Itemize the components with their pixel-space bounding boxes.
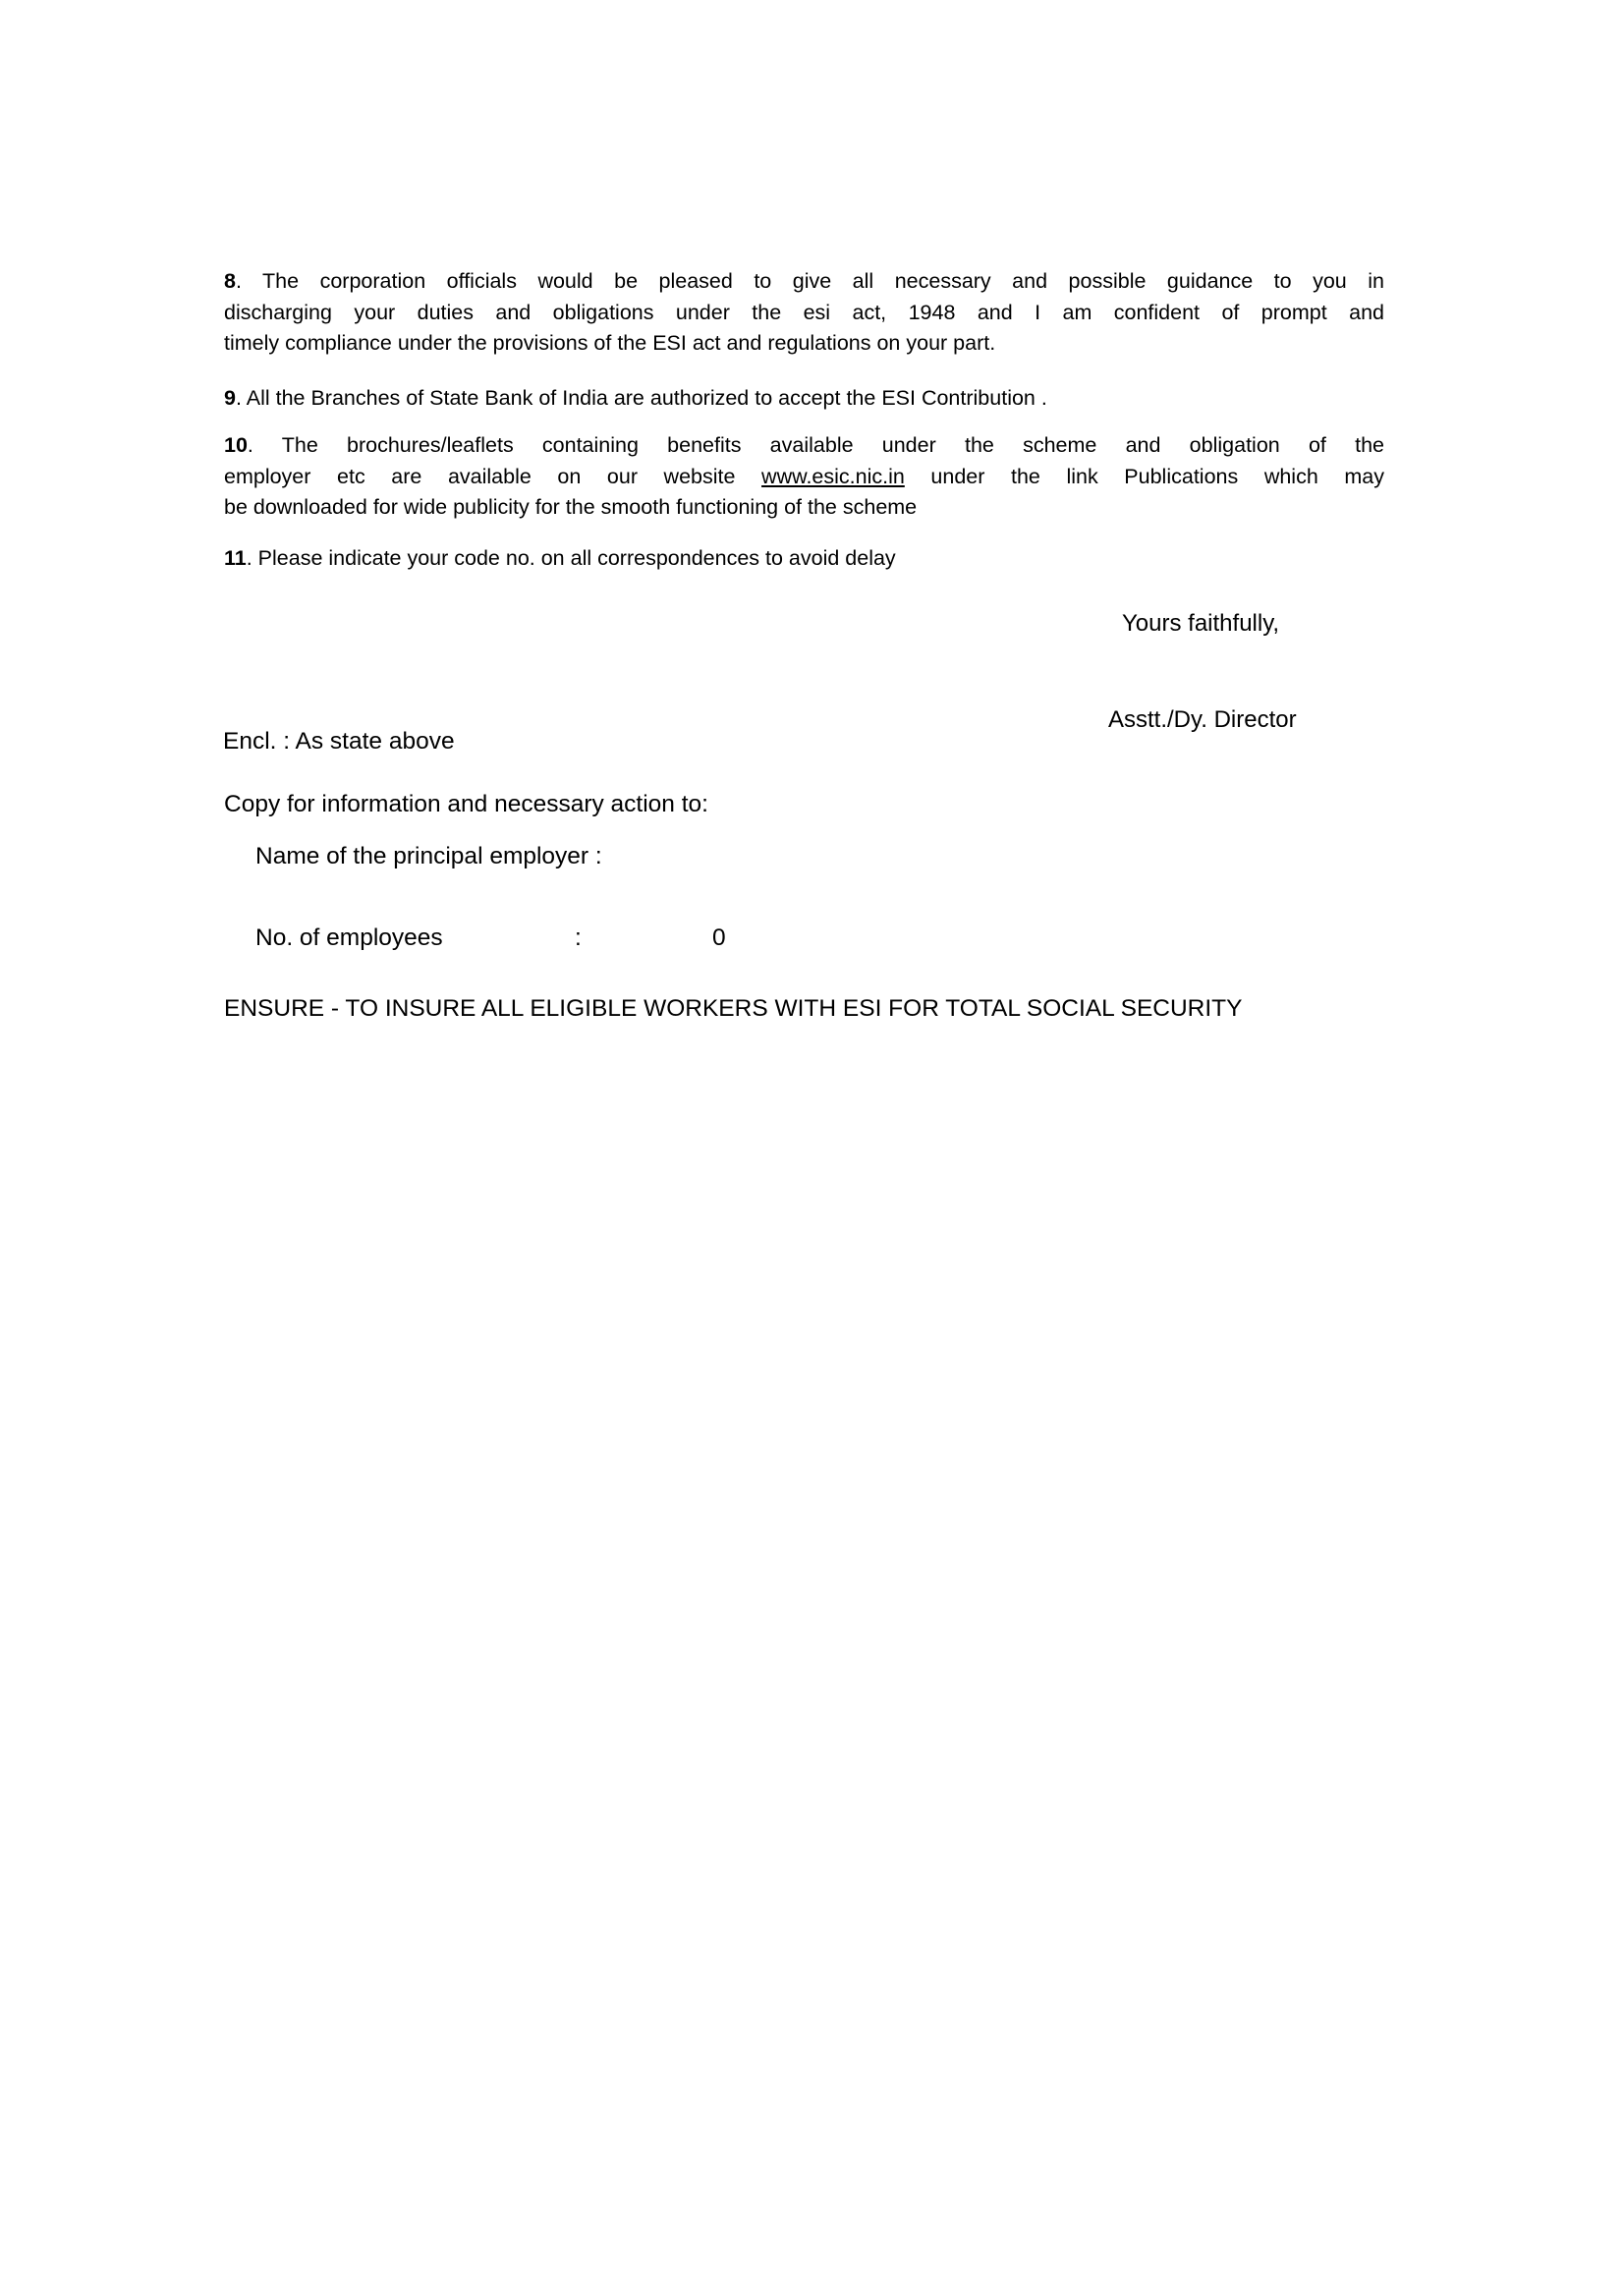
employees-count-value: 0 <box>712 924 726 951</box>
paragraph-9-line-1 <box>224 383 1384 415</box>
paragraph-11-number: 11 <box>224 546 247 570</box>
enclosure-line: Encl. : As state above <box>223 728 455 755</box>
paragraph-11-line-1 <box>224 543 1384 575</box>
copy-for-information-line: Copy for information and necessary action to: <box>224 791 708 817</box>
paragraph-9-text-1: . All the Branches of State Bank of India are authorized to accept the ESI Contribution . <box>235 386 1047 410</box>
paragraph-10-number: 10 <box>224 433 248 457</box>
employees-count-colon: : <box>575 924 582 951</box>
paragraph-10-line-2 <box>224 462 1384 493</box>
paragraph-8-line-1 <box>224 266 1384 298</box>
signatory-title: Asstt./Dy. Director <box>1108 706 1297 733</box>
paragraph-8-text-1: . The corporation officials would be pleased to give all necessary and possible guidance to you in <box>235 269 1384 293</box>
paragraph-10-text-1: . The brochures/leaflets containing benefits available under the scheme and obligation of the <box>247 433 1384 457</box>
principal-employer-label: Name of the principal employer : <box>255 843 602 869</box>
paragraph-8-number: 8 <box>224 269 236 293</box>
paragraph-10-line-1 <box>224 430 1384 462</box>
esic-website-link[interactable]: www.esic.nic.in <box>761 464 905 488</box>
paragraph-8 <box>224 266 1384 360</box>
paragraph-11 <box>224 543 1384 575</box>
closing-salutation: Yours faithfully, <box>1122 610 1280 637</box>
paragraph-8-line-2: discharging your duties and obligations under the esi act, 1948 and I am confident of prompt and <box>224 300 1384 324</box>
esi-slogan: ENSURE - TO INSURE ALL ELIGIBLE WORKERS WITH ESI FOR TOTAL SOCIAL SECURITY <box>224 995 1243 1022</box>
employees-count-label: No. of employees <box>255 924 443 951</box>
paragraph-9 <box>224 383 1384 415</box>
paragraph-9-number: 9 <box>224 386 236 410</box>
paragraph-10-line-3: be downloaded for wide publicity for the smooth functioning of the scheme <box>224 495 918 519</box>
paragraph-10-text-2a: employer etc are available on our website <box>224 464 762 488</box>
paragraph-10-text-2b: under the link Publications which may <box>904 464 1384 488</box>
paragraph-8-line-3: timely compliance under the provisions of the ESI act and regulations on your part. <box>224 331 996 355</box>
paragraph-11-text-1: . Please indicate your code no. on all correspondences to avoid delay <box>246 546 896 570</box>
paragraph-10 <box>224 430 1384 524</box>
